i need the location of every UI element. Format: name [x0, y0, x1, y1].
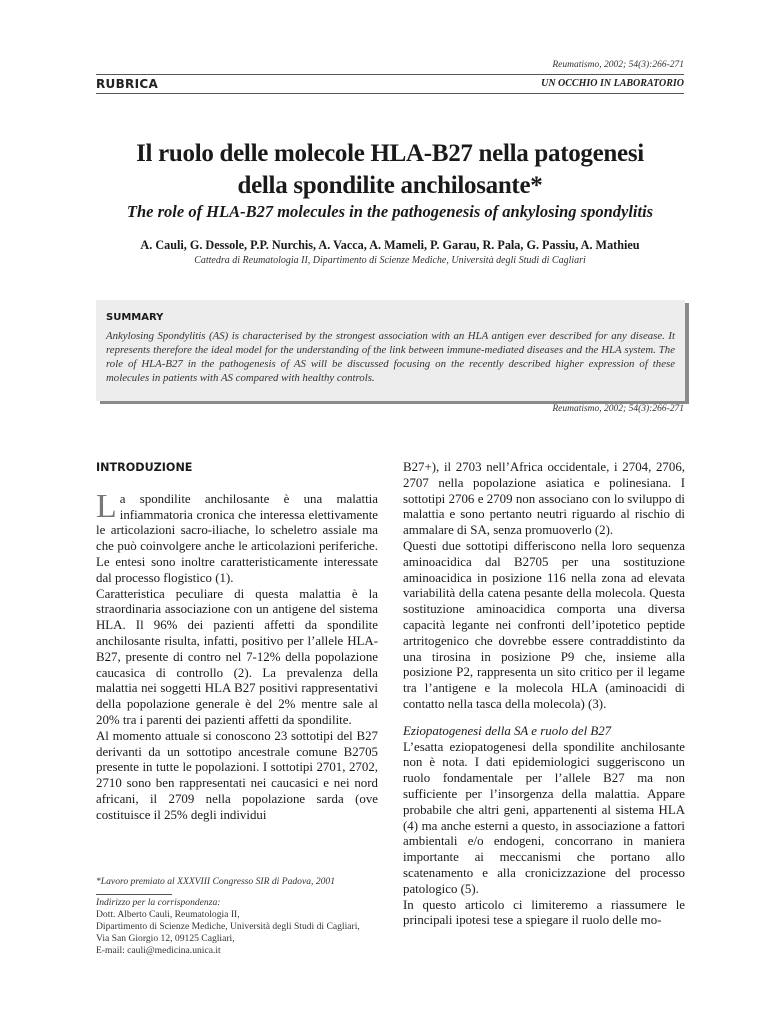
award-footnote: *Lavoro premiato al XXXVIII Congresso SIR di Padova, 2001 [96, 876, 336, 887]
footnote-area [96, 876, 386, 957]
correspondence-label: Indirizzo per la corrispondenza: [96, 897, 221, 908]
right-column [403, 460, 685, 929]
footnote-divider [96, 894, 172, 895]
subsection-heading: Eziopatogenesi della SA e ruolo del B27 [403, 723, 612, 738]
section-name: UN OCCHIO IN LABORATORIO [541, 78, 684, 89]
paragraph-1-text: a spondilite anchilosante è una malattia infiammatoria cronica che interessa elettivamente le articolazioni sacro-iliache, lo scheletro assiale ma che può coinvolgere anche le articolazioni periferiche. Le entesi sono inoltre caratteristicamente interessate dal processo flogistico (1). [96, 491, 378, 585]
header-bar [96, 74, 684, 94]
journal-reference-bottom: Reumatismo, 2002; 54(3):266-271 [552, 404, 684, 414]
paragraph-1 [96, 487, 378, 587]
affiliation: Cattedra di Reumatologia II, Dipartimento di Scienze Mediche, Università degli Studi di Cagliari [194, 255, 586, 266]
correspondence-name: Dott. Alberto Cauli, Reumatologia II, [96, 909, 240, 920]
summary-box [96, 300, 685, 401]
correspondence-email[interactable]: E-mail: cauli@medicina.unica.it [96, 945, 221, 956]
title-line-1: Il ruolo delle molecole HLA-B27 nella patogenesi [136, 140, 644, 167]
paragraph-4: B27+), il 2703 nell’Africa occidentale, i 2704, 2706, 2707 nella popolazione asiatica e polinesiana. I sottotipi 2706 e 2709 non associano con lo sviluppo di malattia e sono pertanto neutri riguardo al rischio di ammalare di SA, senza promuoverlo (2). [403, 460, 685, 538]
paragraph-6: L’esatta eziopatogenesi della spondilite anchilosante non è nota. I dati epidemiologici suggeriscono un ruolo fondamentale per l’allele B27 ma non sufficiente per l’insorgenza della malattia. Appare probabile che altri geni, appartenenti al sistema HLA (4) ma anche esterni a questo, in associazione a fattori ambientali e/o endogeni, concorrano in maniera importante ai meccanismi che portano allo scatenamento e alla cronicizzazione del processo patologico (5). [403, 739, 685, 896]
author-list: A. Cauli, G. Dessole, P.P. Nurchis, A. Vacca, A. Mameli, P. Garau, R. Pala, G. Passiu, A. Mathieu [140, 238, 640, 252]
introduction-heading: INTRODUZIONE [96, 461, 193, 474]
summary-text: Ankylosing Spondylitis (AS) is characterised by the strongest association with an HLA antigen ever described for any disease. It represents therefore the ideal model for the understanding of the link between immune-mediated diseases and the HLA system. The role of HLA-B27 in the pathogenesis of AS will be discussed focusing on the recently described higher expression of these molecules in patients with AS compared with healthy controls. [106, 330, 675, 384]
title-line-2: della spondilite anchilosante* [237, 172, 543, 199]
left-column [96, 460, 378, 824]
paragraph-7: In questo articolo ci limiteremo a riassumere le principali ipotesi tese a spiegare il ruolo delle mo- [403, 897, 685, 928]
correspondence-department: Dipartimento di Scienze Mediche, Università degli Studi di Cagliari, [96, 921, 360, 932]
summary-heading: SUMMARY [106, 312, 164, 323]
rubrica-label: RUBRICA [96, 77, 159, 91]
paragraph-5: Questi due sottotipi differiscono nella loro sequenza aminoacidica dal B2705 per una sostituzione aminoacidica in posizione 116 nella zona ad elevata variabilità della catena pesante della molecola. Questa sostituzione aminoacidica comporta una diversa capacità legante nei confronti dell’ipotetico peptide artritogenico che dovrebbe essere contraddistinto da una tirosina in posizione P9 che, insieme alla posizione P2, rappresenta un sito critico per il legame tra l’antigene e la molecola HLA (aminoacidi di contatto nella tasca della molecola) (3). [403, 538, 685, 711]
drop-cap: L [96, 487, 117, 525]
article-title [96, 138, 684, 202]
paragraph-3: Al momento attuale si conoscono 23 sottotipi del B27 derivanti da un sottotipo ancestrale comune B2705 presente in tutte le popolazioni. I sottotipi 2701, 2702, 2710 sono ben rappresentati nei caucasici e nei nord africani, il 2709 nella popolazione sarda (ove costituisce il 25% degli individui [96, 728, 378, 822]
english-subtitle: The role of HLA-B27 molecules in the pathogenesis of ankylosing spondylitis [126, 202, 654, 221]
journal-reference-top: Reumatismo, 2002; 54(3):266-271 [552, 60, 684, 70]
correspondence-address: Via San Giorgio 12, 09125 Cagliari, [96, 933, 235, 944]
paragraph-2: Caratteristica peculiare di questa malattia è la straordinaria associazione con un antigene del sistema HLA. Il 96% dei pazienti affetti da spondilite anchilosante risulta, infatti, positivo per l’allele HLA-B27, presente di contro nel 7-12% della popolazione caucasica di controllo (2). La prevalenza della malattia nei soggetti HLA B27 positivi rappresentativi della popolazione generale è del 2% mentre sale al 20% tra i parenti dei pazienti affetti da spondilite. [96, 586, 378, 727]
